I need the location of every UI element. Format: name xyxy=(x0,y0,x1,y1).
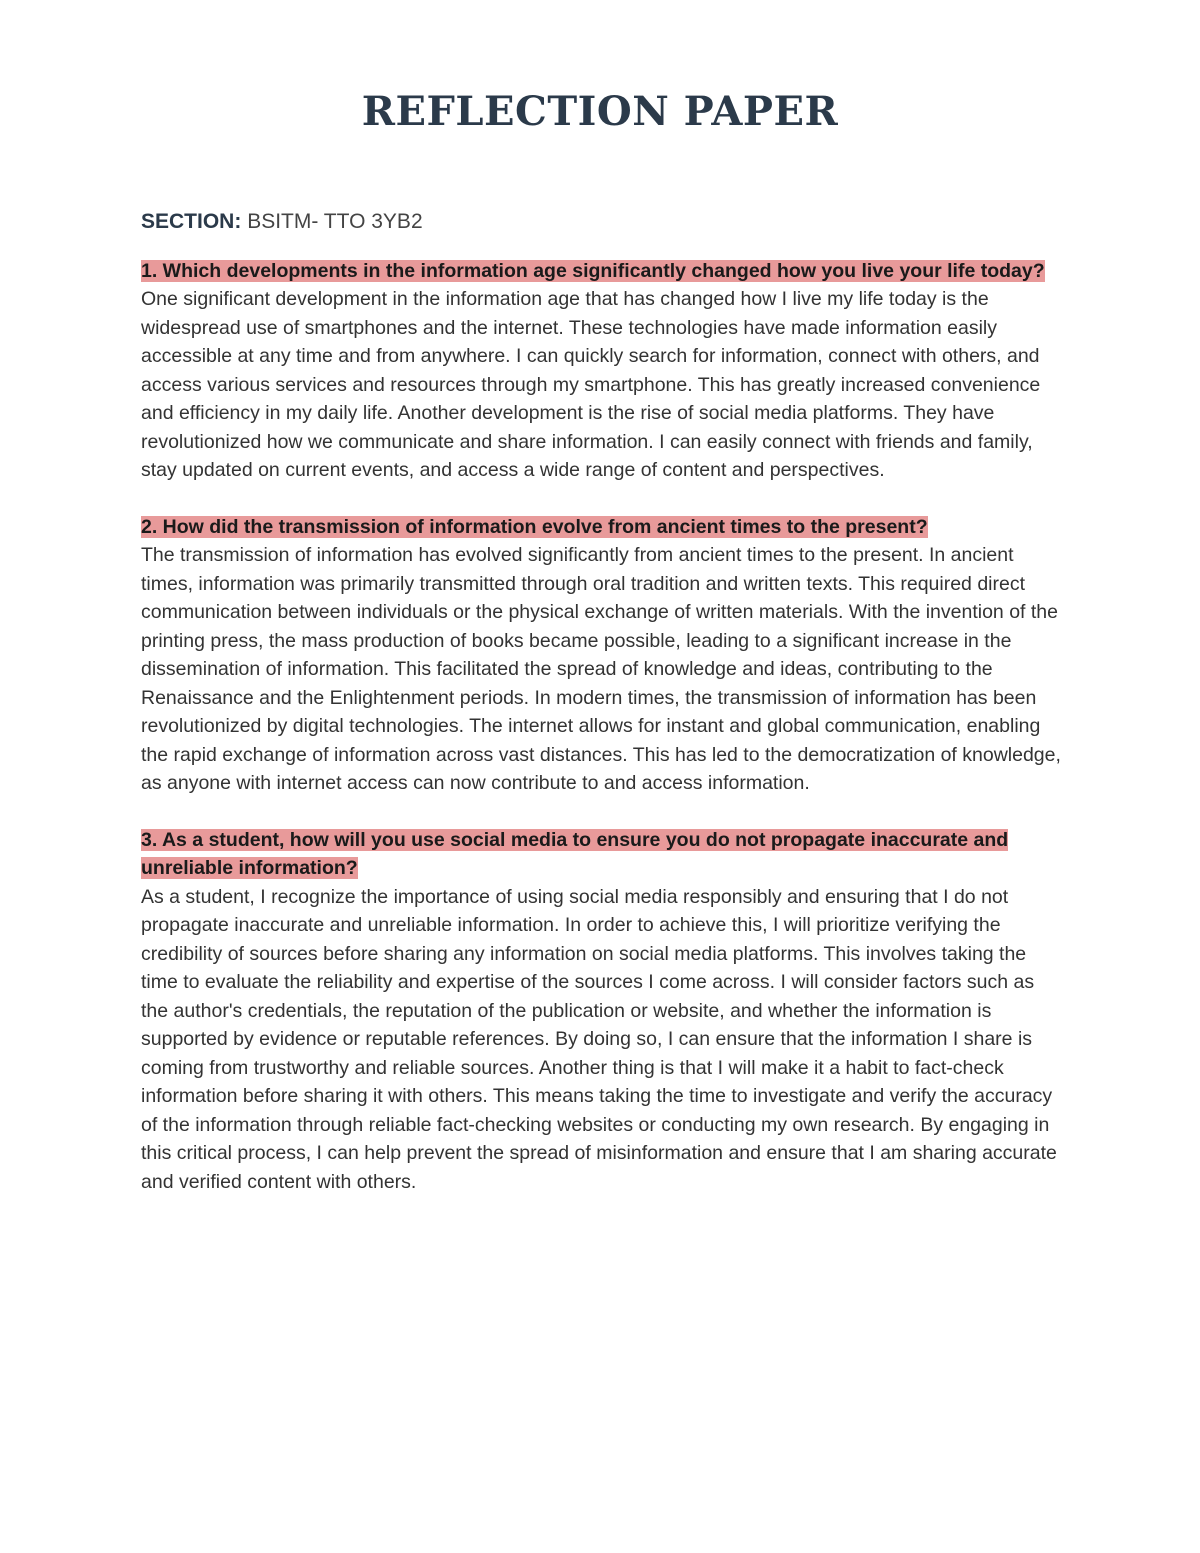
section-line xyxy=(141,208,1066,237)
question-3-text: 3. As a student, how will you use social media to ensure you do not propagate inaccurate and unreliable information? xyxy=(141,828,1009,879)
question-1 xyxy=(141,257,1066,286)
document-body xyxy=(141,208,1066,1224)
question-2-text: 2. How did the transmission of information evolve from ancient times to the present? xyxy=(141,515,928,538)
section-value: BSITM- TTO 3YB2 xyxy=(247,210,423,233)
question-3 xyxy=(141,826,1066,883)
question-block-2 xyxy=(141,513,1066,798)
question-2 xyxy=(141,513,1066,542)
question-1-text: 1. Which developments in the information age significantly changed how you live your life today? xyxy=(141,259,1045,282)
answer-1: One significant development in the information age that has changed how I live my life today is the widespread use of smartphones and the internet. These technologies have made information easily accessible at any time and from anywhere. I can quickly search for information, connect with others, and access various services and resources through my smartphone. This has greatly increased convenience and efficiency in my daily life. Another development is the rise of social media platforms. They have revolutionized how we communicate and share information. I can easily connect with friends and family, stay updated on current events, and access a wide range of content and perspectives. xyxy=(141,288,1041,481)
answer-3: As a student, I recognize the importance of using social media responsibly and ensuring that I do not propagate inaccurate and unreliable information. In order to achieve this, I will prioritize verifying the credibility of sources before sharing any information on social media platforms. This involves taking the time to evaluate the reliability and expertise of the sources I come across. I will consider factors such as the author's credentials, the reputation of the publication or website, and whether the information is supported by evidence or reputable references. By doing so, I can ensure that the information I share is coming from trustworthy and reliable sources. Another thing is that I will make it a habit to fact-check information before sharing it with others. This means taking the time to investigate and verify the accuracy of the information through reliable fact-checking websites or conducting my own research. By engaging in this critical process, I can help prevent the spread of misinformation and ensure that I am sharing accurate and verified content with others. xyxy=(141,885,1057,1193)
section-label: SECTION: xyxy=(141,210,242,233)
answer-2: The transmission of information has evolved significantly from ancient times to the present. In ancient times, information was primarily transmitted through oral tradition and written texts. This required direct communication between individuals or the physical exchange of written materials. With the invention of the printing press, the mass production of books became possible, leading to a significant increase in the dissemination of information. This facilitated the spread of knowledge and ideas, contributing to the Renaissance and the Enlightenment periods. In modern times, the transmission of information has been revolutionized by digital technologies. The internet allows for instant and global communication, enabling the rapid exchange of information across vast distances. This has led to the democratization of knowledge, as anyone with internet access can now contribute to and access information. xyxy=(141,544,1061,794)
document-title: REFLECTION PAPER xyxy=(361,88,839,135)
question-block-1 xyxy=(141,257,1066,485)
question-block-3 xyxy=(141,826,1066,1197)
